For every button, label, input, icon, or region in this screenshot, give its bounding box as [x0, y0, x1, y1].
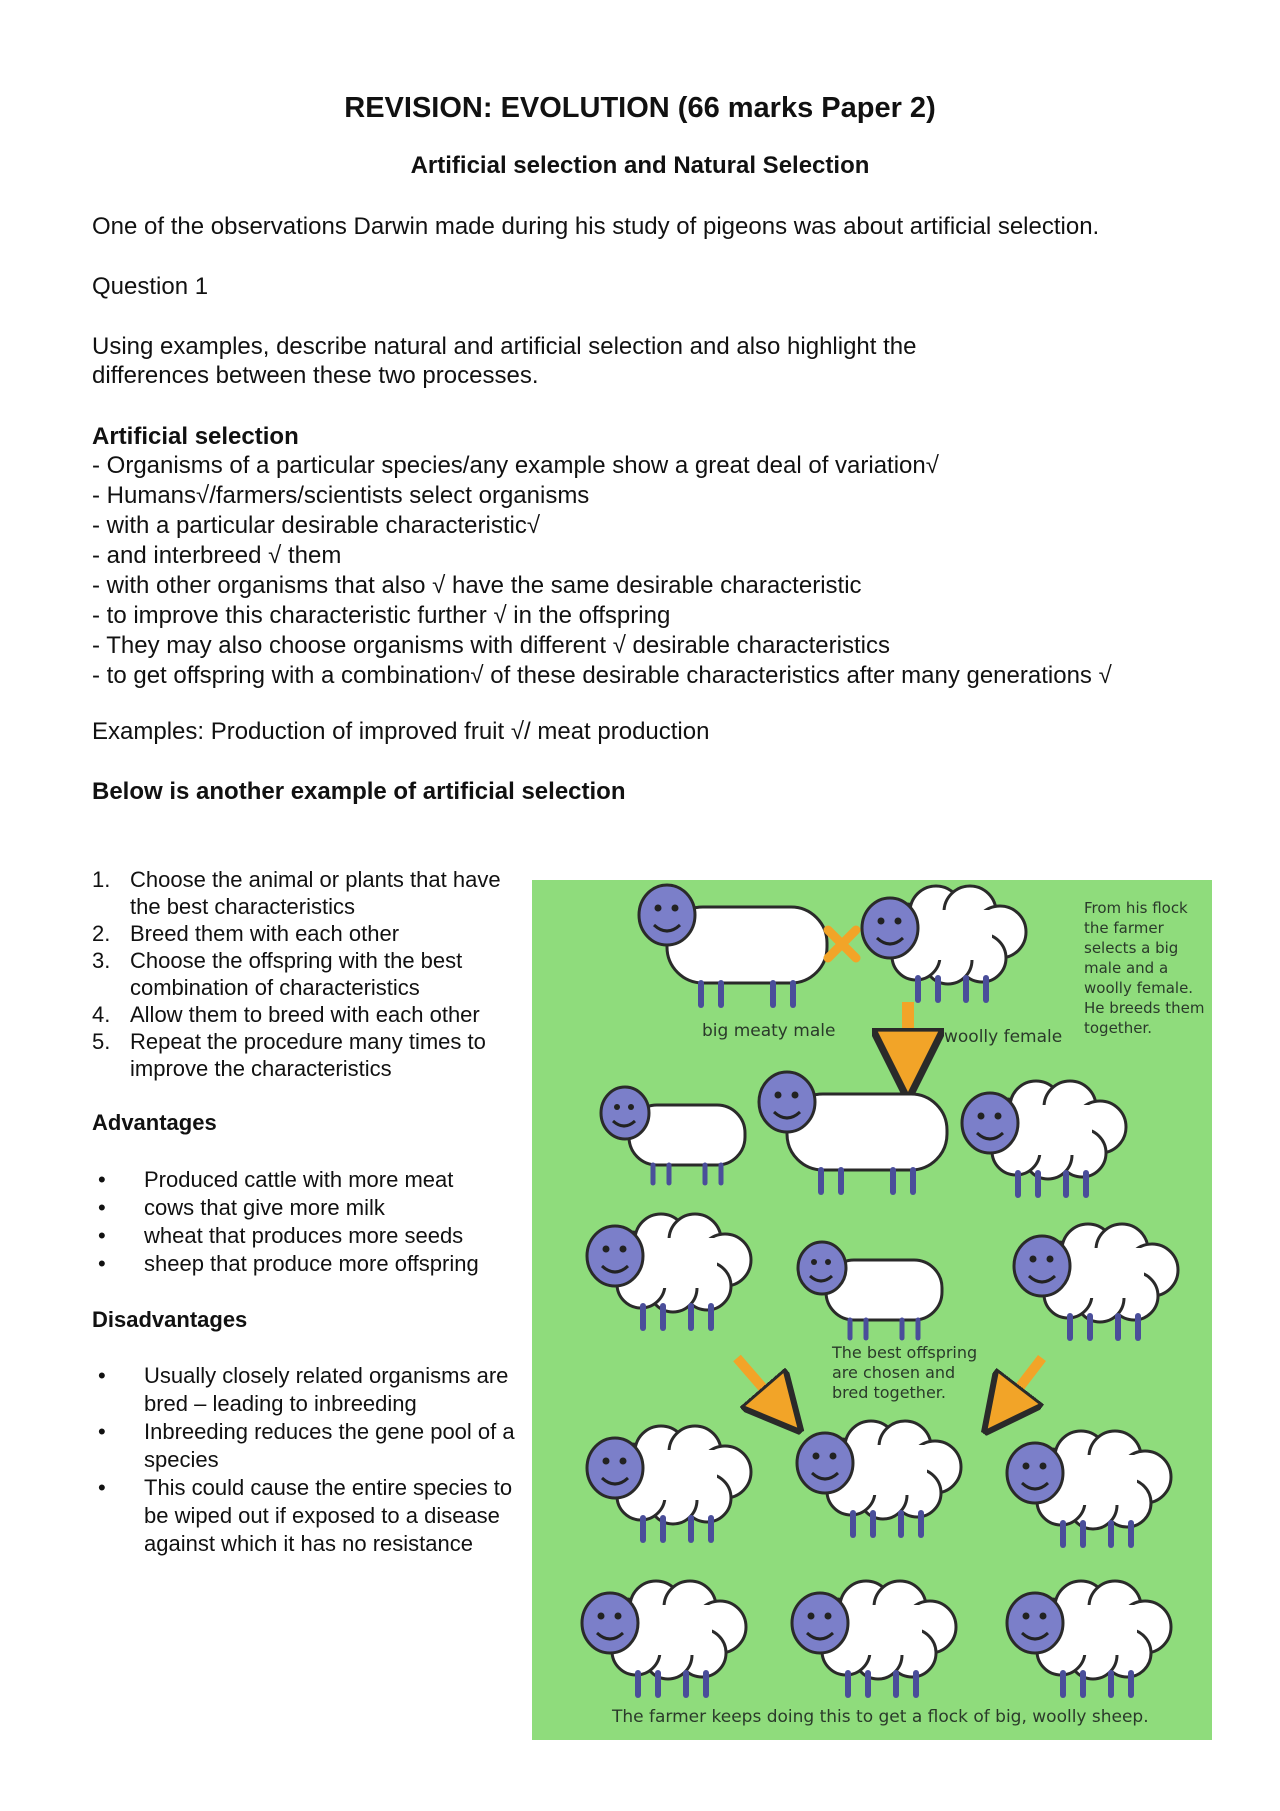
- step-item: [92, 1001, 522, 1028]
- step-item: [92, 1028, 522, 1082]
- disadvantage-item: [92, 1474, 522, 1558]
- step-text: Choose the offspring with the best combination of characteristics: [130, 948, 463, 1000]
- step-text: Repeat the procedure many times to improve the characteristics: [130, 1029, 486, 1081]
- bullet-glyph: •: [98, 1363, 106, 1388]
- bullet-glyph: •: [98, 1195, 106, 1220]
- bullet-glyph: •: [98, 1167, 106, 1192]
- advantage-text: wheat that produces more seeds: [144, 1223, 464, 1248]
- step-item: [92, 920, 522, 947]
- step-item: [92, 866, 522, 920]
- advantage-text: Produced cattle with more meat: [144, 1167, 454, 1192]
- bottom-caption: The farmer keeps doing this to get a flock of big, woolly sheep.: [612, 1707, 1149, 1727]
- question-label: Question 1: [92, 273, 209, 300]
- artificial-selection-heading: Artificial selection: [92, 423, 299, 450]
- side-note-line: He breeds them: [1084, 999, 1205, 1017]
- point: - They may also choose organisms with different √ desirable characteristics: [92, 632, 890, 659]
- intro-text: One of the observations Darwin made during his study of pigeons was about artificial selection.: [92, 213, 1100, 240]
- step-text: Allow them to breed with each other: [130, 1002, 480, 1027]
- another-example-heading: Below is another example of artificial selection: [92, 778, 626, 805]
- advantage-item: [92, 1222, 522, 1250]
- bullet-glyph: •: [98, 1419, 106, 1444]
- procedure-steps: [92, 866, 522, 1082]
- advantages-heading: Advantages: [92, 1110, 217, 1135]
- side-note-line: selects a big: [1084, 939, 1179, 957]
- step-item: [92, 947, 522, 1001]
- label-woolly-female: woolly female: [944, 1027, 1063, 1047]
- disadvantage-item: [92, 1362, 522, 1418]
- page-subtitle: Artificial selection and Natural Selection: [410, 152, 870, 179]
- step-text: Breed them with each other: [130, 921, 400, 946]
- side-note-line: the farmer: [1084, 919, 1164, 937]
- page-title: REVISION: EVOLUTION (66 marks Paper 2): [344, 92, 936, 124]
- advantage-text: sheep that produce more offspring: [144, 1251, 479, 1276]
- artificial-selection-points: [92, 451, 1112, 691]
- step-number: 2.: [92, 921, 111, 946]
- point: - Humans√/farmers/scientists select organisms: [92, 482, 590, 509]
- sheep-breeding-illustration: [532, 880, 1212, 1740]
- disadvantage-item: [92, 1418, 522, 1474]
- side-note-line: together.: [1084, 1019, 1152, 1037]
- advantages-list: [92, 1166, 522, 1278]
- side-note-line: woolly female.: [1084, 979, 1194, 997]
- disadvantages-list: [92, 1362, 522, 1558]
- bullet-glyph: •: [98, 1251, 106, 1276]
- step-text: Choose the animal or plants that have the best characteristics: [130, 867, 501, 919]
- disadvantage-text: This could cause the entire species to be wiped out if exposed to a disease against which it has no resistance: [144, 1475, 513, 1556]
- best-offspring-line: bred together.: [832, 1383, 946, 1402]
- advantage-text: cows that give more milk: [144, 1195, 385, 1220]
- disadvantages-heading: Disadvantages: [92, 1307, 248, 1332]
- point: - with other organisms that also √ have the same desirable characteristic: [92, 572, 862, 599]
- advantage-item: [92, 1166, 522, 1194]
- disadvantage-text: Inbreeding reduces the gene pool of a species: [144, 1419, 515, 1472]
- best-offspring-line: The best offspring: [832, 1343, 978, 1362]
- point: - to improve this characteristic further √ in the offspring: [92, 602, 671, 629]
- point: - with a particular desirable characteristic√: [92, 512, 541, 539]
- best-offspring-line: are chosen and: [832, 1363, 956, 1382]
- side-note-line: male and a: [1084, 959, 1169, 977]
- side-note-line: From his flock: [1084, 899, 1188, 917]
- step-number: 4.: [92, 1002, 111, 1027]
- step-number: 1.: [92, 867, 111, 892]
- examples-text: Examples: Production of improved fruit √/ meat production: [92, 718, 710, 745]
- question-text-line-2: differences between these two processes.: [92, 362, 539, 389]
- bullet-glyph: •: [98, 1475, 106, 1500]
- point: - Organisms of a particular species/any example show a great deal of variation√: [92, 452, 939, 479]
- step-number: 3.: [92, 948, 111, 973]
- bullet-glyph: •: [98, 1223, 106, 1248]
- disadvantage-text: Usually closely related organisms are bred – leading to inbreeding: [144, 1363, 509, 1416]
- advantage-item: [92, 1250, 522, 1278]
- step-number: 5.: [92, 1029, 111, 1054]
- advantage-item: [92, 1194, 522, 1222]
- question-text-line-1: Using examples, describe natural and artificial selection and also highlight the: [92, 333, 917, 360]
- point: - to get offspring with a combination√ of these desirable characteristics after many generations √: [92, 662, 1112, 689]
- label-big-meaty-male: big meaty male: [702, 1021, 836, 1041]
- point: - and interbreed √ them: [92, 542, 342, 569]
